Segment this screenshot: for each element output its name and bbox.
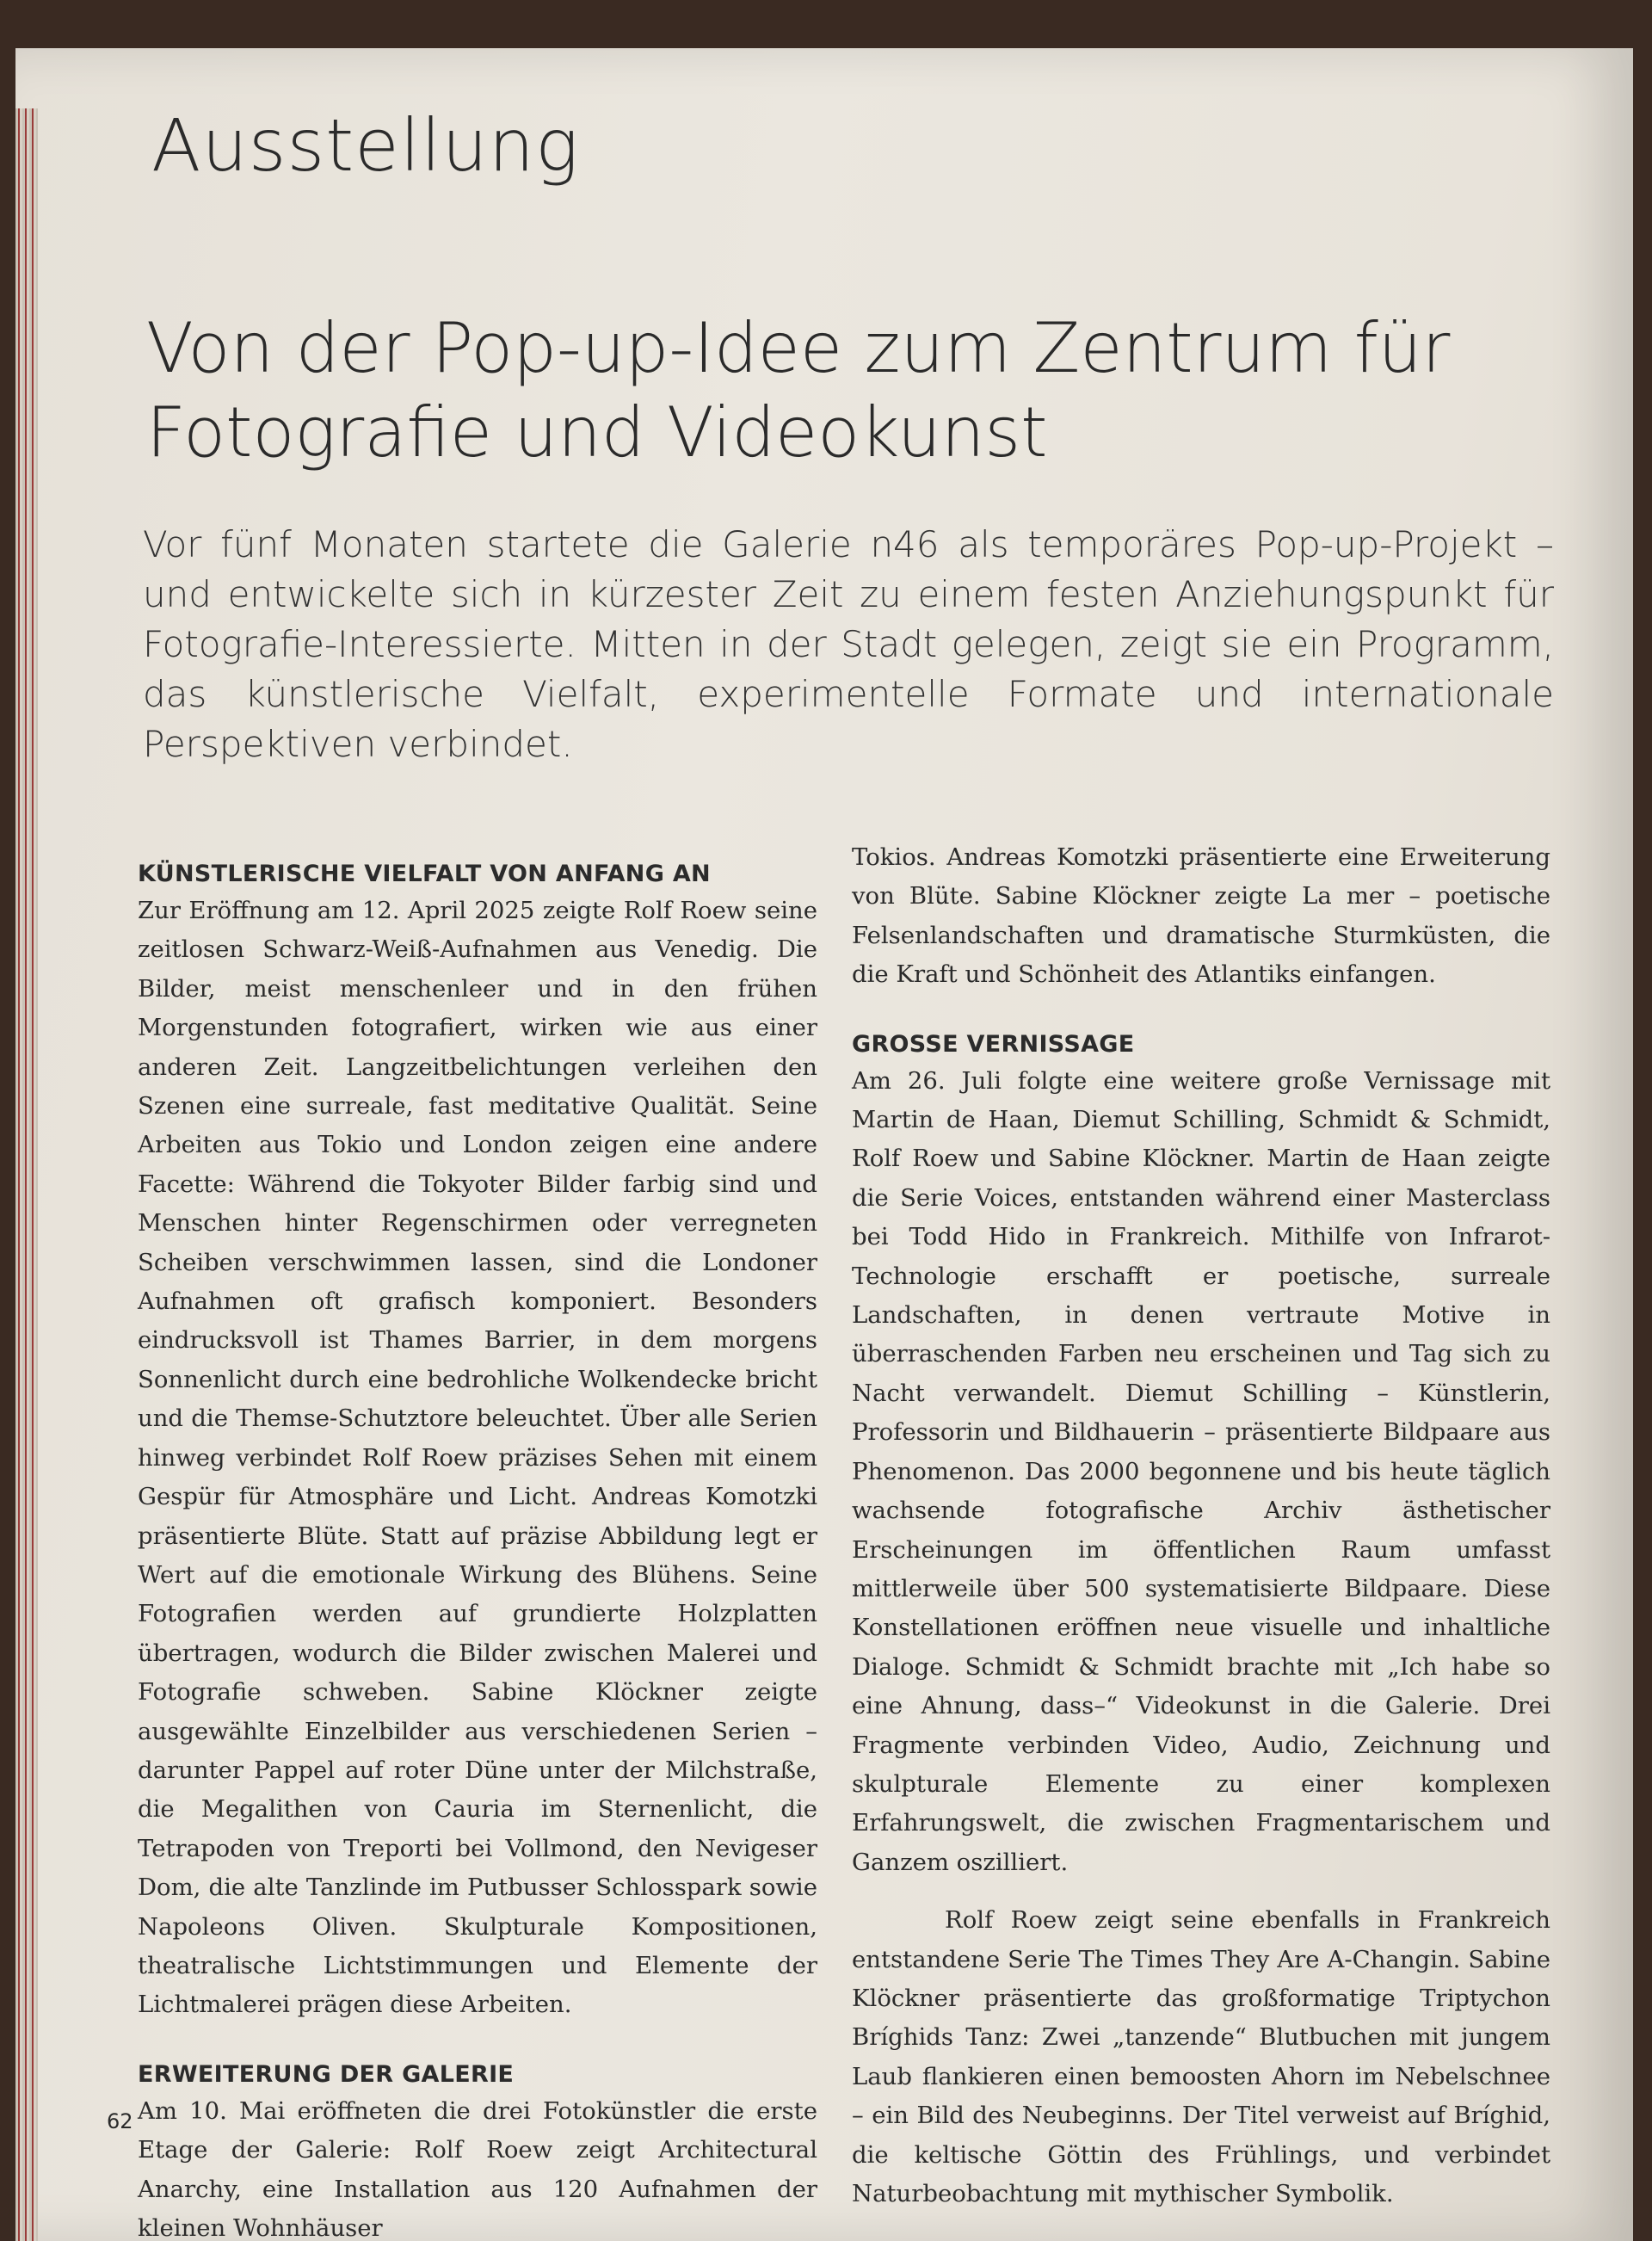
body-paragraph: Zur Eröffnung am 12. April 2025 zeigte Rolf Roew seine zeitlosen Schwarz-Weiß-Aufnahmen aus Venedig. Die Bilder, meist menschenleer und in den frühen Morgenstunden fotografiert, wirken wie aus einer anderen Zeit. Langzeitbelichtungen verleihen den Szenen eine surreale, fast meditative Qualität. Seine Arbeiten aus Tokio und London zeigen eine andere Facette: Während die Tokyoter Bilder farbig sind und Menschen hinter Regenschirmen oder verregneten Scheiben verschwimmen lassen, sind die Londoner Aufnahmen oft grafisch komponiert. Besonders eindrucksvoll ist Thames Barrier, in dem morgens Sonnenlicht durch eine bedrohliche Wolkendecke bricht und die Themse-Schutztore beleuchtet. Über alle Serien hinweg verbindet Rolf Roew präzises Sehen mit einem Gespür für Atmosphäre und Licht. Andreas Komotzki präsentierte Blüte. Statt auf präzise Abbildung legt er Wert auf die emotionale Wirkung des Blühens. Seine Fotografien werden auf grundierte Holzplatten übertragen, wodurch die Bilder zwischen Malerei und Fotografie schweben. Sabine Klöckner zeigte ausgewählte Einzelbilder aus verschiedenen Serien – darunter Pappel auf roter Düne unter der Milchstraße, die Megalithen von Cauria im Sternenlicht, die Tetrapoden von Treporti bei Vollmond, den Nevigeser Dom, die alte Tanzlinde im Putbusser Schlosspark sowie Napoleons Oliven. Skulpturale Kompositionen, theatralische Lichtstimmungen und Elemente der Lichtmalerei prägen diese Arbeiten. [138,897,817,2019]
subheading-grosse-vernissage: GROSSE VERNISSAGE [852,1030,1135,1058]
article-lead: Vor fünf Monaten startete die Galerie n46 als temporäres Pop-up-Projekt – und entwickelte sich in kürzester Zeit zu einem festen Anziehungspunkt für Fotografie-Interessierte. Mitten in der Stadt gelegen, zeigt sie ein Programm, das künstlerische Vielfalt, experimentelle Formate und internationale Perspektiven verbindet. [143,523,1554,765]
subheading-erweiterung: ERWEITERUNG DER GALERIE [138,2060,515,2088]
body-paragraph: Am 26. Juli folgte eine weitere große Vernissage mit Martin de Haan, Diemut Schilling, Schmidt & Schmidt, Rolf Roew und Sabine Klöckner. Martin de Haan zeigte die Serie Voices, entstanden während einer Masterclass bei Todd Hido in Frankreich. Mithilfe von Infrarot-Technologie erschafft er poetische, surreale Landschaften, in denen vertraute Motive in überraschenden Farben neu erscheinen und Tag sich zu Nacht verwandelt. Diemut Schilling – Künstlerin, Professorin und Bildhauerin – präsentierte Bildpaare aus Phenomenon. Das 2000 begonnene und bis heute täglich wachsende fotografische Archiv ästhetischer Erscheinungen im öffentlichen Raum umfasst mittlerweile über 500 systematisierte Bildpaare. Diese Konstellationen eröffnen neue visuelle und inhaltliche Dialoge. Schmidt & Schmidt brachte mit „Ich habe so eine Ahnung, dass–“ Videokunst in die Galerie. Drei Fragmente verbinden Video, Audio, Zeichnung und skulpturale Elemente zu einer komplexen Erfahrungswelt, die zwischen Fragmentarischem und Ganzem oszilliert. [852,1066,1550,1876]
body-paragraph: Tokios. Andreas Komotzki präsentierte eine Erweiterung von Blüte. Sabine Klöckner zeigte La mer – poetische Felsenlandschaften und dramatische Sturmküsten, die die Kraft und Schönheit des Atlantiks einfangen. [852,843,1550,989]
body-paragraph: Rolf Roew zeigt seine ebenfalls in Frankreich entstandene Serie The Times They Are A-Changin. Sabine Klöckner präsentierte das großformatige Triptychon Bríghids Tanz: Zwei „tanzende“ Blutbuchen mit jungem Laub flankieren einen bemoosten Ahorn im Nebelschnee – ein Bild des Neubeginns. Der Titel verweist auf Bríghid, die keltische Göttin des Frühlings, und verbindet Naturbeobachtung mit mythischer Symbolik. [852,1906,1550,2207]
subheading-kuenstlerische-vielfalt: KÜNSTLERISCHE VIELFALT VON ANFANG AN [138,861,711,887]
article-headline: Von der Pop-up-Idee zum Zentrum für Fotografie und Videokunst [146,308,1451,472]
left-column [138,857,817,2241]
body-paragraph: Am 10. Mai eröffneten die drei Fotokünstler die erste Etage der Galerie: Rolf Roew zeigt Architectural Anarchy, eine Installation aus 120 Aufnahmen der kleinen Wohnhäuser [138,2096,817,2241]
right-column [852,838,1550,2213]
magazine-page [15,48,1633,2241]
section-label: Ausstellung [151,103,580,188]
page-stack-edge [15,108,38,2241]
page-number: 62 [107,2109,133,2133]
